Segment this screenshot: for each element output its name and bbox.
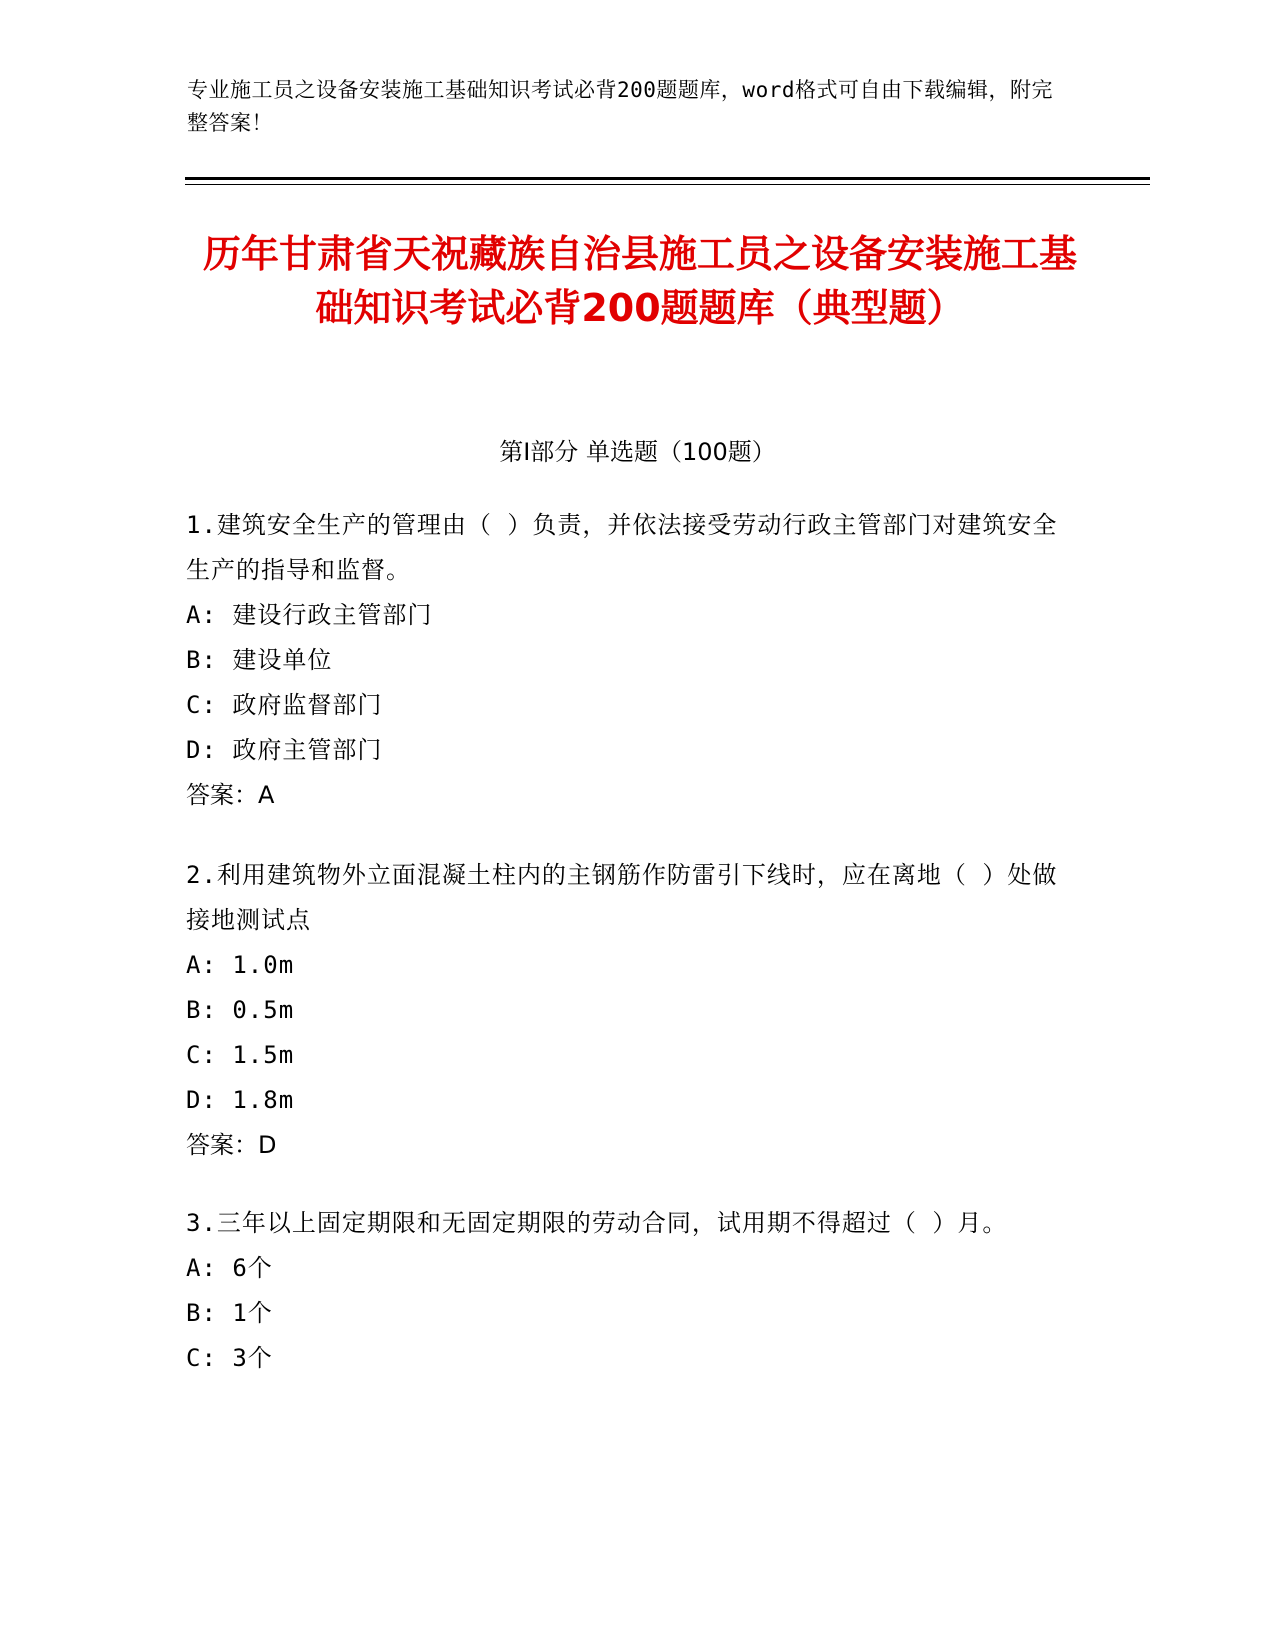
question-2	[186, 853, 1076, 1168]
header-rule-thin	[185, 184, 1150, 185]
option-a: A: 建设行政主管部门	[186, 601, 433, 629]
document-title: 历年甘肃省天祝藏族自治县施工员之设备安装施工基础知识考试必背200题题库（典型题）	[202, 232, 1077, 330]
answer: 答案：D	[186, 1131, 277, 1159]
option-c: C: 3个	[186, 1344, 273, 1372]
option-d: D: 政府主管部门	[186, 736, 383, 764]
header-rule-thick	[185, 177, 1150, 180]
option-d: D: 1.8m	[186, 1086, 295, 1114]
question-1	[186, 503, 1076, 818]
header-note: 专业施工员之设备安装施工基础知识考试必背200题题库，word格式可自由下载编辑，附完整答案！	[187, 78, 1053, 135]
option-a: A: 6个	[186, 1254, 273, 1282]
option-b: B: 建设单位	[186, 646, 333, 674]
option-b: B: 1个	[186, 1299, 273, 1327]
question-stem: 3.三年以上固定期限和无固定期限的劳动合同，试用期不得超过（ ）月。	[186, 1209, 1008, 1237]
question-stem: 1.建筑安全生产的管理由（ ）负责，并依法接受劳动行政主管部门对建筑安全生产的指导和监督。	[186, 511, 1058, 584]
question-stem: 2.利用建筑物外立面混凝土柱内的主钢筋作防雷引下线时，应在离地（ ）处做接地测试点	[186, 861, 1058, 934]
option-a: A: 1.0m	[186, 951, 295, 979]
option-c: C: 1.5m	[186, 1041, 295, 1069]
option-c: C: 政府监督部门	[186, 691, 383, 719]
section-heading: 第I部分 单选题（100题）	[499, 438, 776, 466]
answer: 答案：A	[186, 781, 275, 809]
question-3	[186, 1201, 1076, 1381]
option-b: B: 0.5m	[186, 996, 295, 1024]
